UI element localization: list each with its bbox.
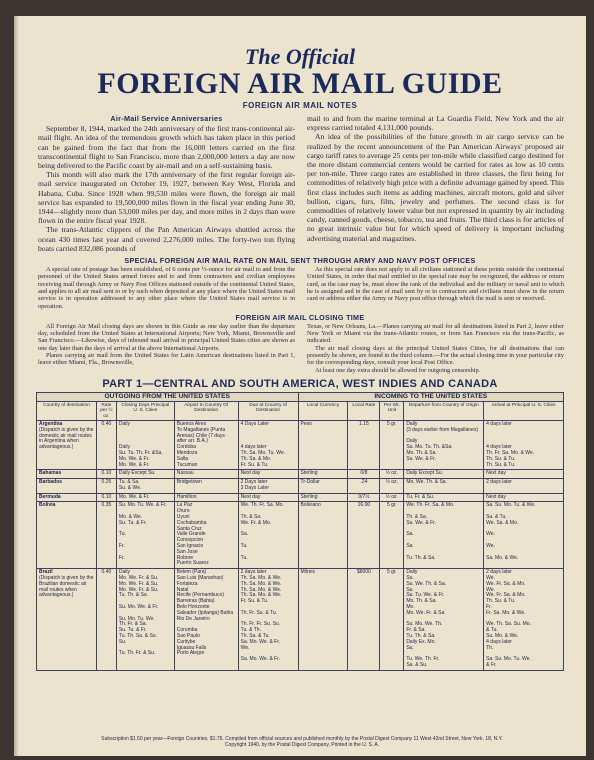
table-row xyxy=(37,470,564,479)
country-name: Barbados xyxy=(39,479,63,486)
table-row xyxy=(37,479,564,494)
cell-country xyxy=(37,569,97,671)
cell-currency: Boliviano xyxy=(298,502,348,569)
cell-currency: Sterling xyxy=(298,470,348,479)
title-line-2: FOREIGN AIR MAIL GUIDE xyxy=(97,67,503,100)
column-header: Per Wt. Unit xyxy=(380,401,404,420)
cell-unit: ½ oz. xyxy=(380,479,404,494)
cell-currency: Sterling xyxy=(298,493,348,502)
country-note: (Dispatch is given by the domestic air mail routes in Argentina when advantageous.) xyxy=(39,426,94,451)
column-header: Local Rate xyxy=(348,401,380,420)
table-row xyxy=(37,569,564,671)
special-rate-paragraph: As this special rate does not apply to all civilians stationed at these points outside the continental United States, in order that mail entitled to the special rate may be recognized, the address or return card, as the case may be, must show the rank of the individual and the military or naval unit to which he is assigned and in the case of mail sent by or to contractors and civilians must show in the return card or address either the Army or Navy post office through which the mail is sent or received. xyxy=(307,266,564,303)
special-rate-right xyxy=(307,266,564,310)
cell-closing: Daily Mo. We. Fr. & Su. Mo. We. Fr. & Su. Mo. We. Fr. & Su. Tu. Th. & Sa. Su. Mo. We. & Fr. Su. Mo. Tu. We. Th. Fr. & Sa. Su. Tu. & Fr. Tu. Th. Sa. & Su. Su. Tu. Th. Fr. & Su. xyxy=(116,569,174,671)
cell-airport: Bridgetown xyxy=(174,479,238,494)
country-name: Bahamas xyxy=(39,470,62,477)
cell-rate: 0.40 xyxy=(96,420,116,469)
table-row xyxy=(37,502,564,569)
column-header: Local Currency xyxy=(298,401,348,420)
cell-departure: Daily Except Su. xyxy=(404,470,484,479)
anniversaries-left-column xyxy=(38,114,295,253)
cell-airport: La Paz Oruro Uyuni Cochabamba Santa Cruz Valle Grande Concepcion San Ignacio San Jose Robore Puerto Suarez xyxy=(174,502,238,569)
country-name: Bolivia xyxy=(39,502,56,509)
cell-arrival: Next day xyxy=(484,470,564,479)
column-header: Country of destination xyxy=(37,401,97,420)
cell-closing: Daily Except Su. xyxy=(116,470,174,479)
cell-closing: Daily Daily Su. Tu. Th. Fr. &Sa. Mo. We. & Fr. Mo. We. & Fr. xyxy=(116,420,174,469)
column-header: Due at Country of Destination xyxy=(238,401,298,420)
closing-time-left xyxy=(38,323,295,374)
cell-unit: 5 gr. xyxy=(380,420,404,469)
cell-arrival: 2 days later We. We. Fr. Sa. & Mo. We. We. Fr. Sa. & Mo. Th. Su. & Tu. Fr. Fr. Sa. Mo. & We. We. Th. Sa. Su. Mo. & Tu. Su. Mo. & We. 4 days later Th. Sa. Su. Mo. Tu. We. & Fr. xyxy=(484,569,564,671)
subtitle: FOREIGN AIR MAIL NOTES xyxy=(242,101,358,110)
cell-departure: We. Th. Fr. Sa. & Mo. Th. & Sa. Su. We. & Fr. Sa. Sa. Tu. Th. & Sa. xyxy=(404,502,484,569)
column-header: Rate per ½ oz. xyxy=(96,401,116,420)
cell-arrival: 4 days later 4 days later Th. Fr. Sa. Mo. & We. Th. Su. & Tu. Th. Su. & Tu. xyxy=(484,420,564,469)
special-rate-left xyxy=(38,266,295,310)
cell-country xyxy=(37,502,97,569)
cell-departure: Mo. We. Th. & Sa. xyxy=(404,479,484,494)
cell-local-rate: .24 xyxy=(348,479,380,494)
cell-airport: Belem (Para) Sao Luis (Maranhao) Fortaleza Natal Recife (Pernambuco) Barreiras (Bahia) Belo Horizonte Salvador (Ipitanga) Bahia Rio De Janeiro Corumba Sao Paulo Curitybe Iguassu Falls Porto Alegre xyxy=(174,569,238,671)
table-row xyxy=(37,493,564,502)
column-header: Arrival at Principal U. S. Cities xyxy=(484,401,564,420)
cell-departure: Daily (3 days earlier from Magallanes) Daily Su. Mo. Tu. Th. &Sa. Mo. Th. & Sa. Su. We. & Fr. xyxy=(404,420,484,469)
cell-unit: 5 gr. xyxy=(380,502,404,569)
footer-subscription: Subscription $1.50 per year—Foreign Countries, $1.75. Compiled from official sources and published monthly by the Postal Digest Company 11 West 42nd Street, New York, 18, N.Y. xyxy=(101,736,503,742)
column-header: Departure from Country of Origin xyxy=(404,401,484,420)
cell-local-rate: 1.15 xyxy=(348,420,380,469)
mail-schedule-table xyxy=(36,392,564,671)
cell-rate: 0.25 xyxy=(96,479,116,494)
cell-country xyxy=(37,493,97,502)
anniversaries-paragraph: The trans-Atlantic clippers of the Pan American Airways shuttled across the ocean 430 times last year and covered 2,276,000 miles. The forty-two ton flying boats carried 832,086 pounds of xyxy=(38,225,295,253)
cell-rate: 0.40 xyxy=(96,569,116,671)
cell-rate: 0.35 xyxy=(96,502,116,569)
cell-arrival: Sa. Su. Mo. Tu. & We. Su. & Tu. We. Sa. & Mo. We. We. Sa. Mo. & We. xyxy=(484,502,564,569)
cell-country xyxy=(37,479,97,494)
cell-airport: Nassau xyxy=(174,470,238,479)
guide-page xyxy=(14,16,586,756)
cell-due: 2 days later Th. Sa. Mo. & We. Th. Sa. Mo. & We. Th. Sa. Mo. & We. Th. Sa. Mo. & We. Fr. Su. & Tu. Th. Fr. Su. & Tu. Th. Fr. Fr. Su. Su. Tu. & Th. Th. Sa. & Tu. Sa. Mo. We. & Fr. We. Sa. Mo. We. & Fr. xyxy=(238,569,298,671)
cell-airport: Buenos Aires To Magallanes (Punta Arenas) Chile (7 days after arr. B.A.) Cordoba Mendoza Salta Tucuman xyxy=(174,420,238,469)
incoming-group-header: INCOMING TO THE UNITED STATES xyxy=(298,392,563,401)
closing-time-paragraph: At least one day extra should be allowed for outgoing censorship. xyxy=(315,366,481,374)
outgoing-group-header: OUTGOING FROM THE UNITED STATES xyxy=(37,392,299,401)
country-name: Bermuda xyxy=(39,493,61,500)
special-rate-heading: SPECIAL FOREIGN AIR MAIL RATE ON MAIL SENT THROUGH ARMY AND NAVY POST OFFICES xyxy=(124,256,476,266)
cell-closing: Mo. We. & Fr. xyxy=(116,493,174,502)
cell-rate: 0.10 xyxy=(96,493,116,502)
cell-local-rate: 16.00 xyxy=(348,502,380,569)
anniversaries-paragraph: This month will also mark the 17th anniversary of the first regular foreign air-mail service inaugurated on October 19, 1927, between Key West, Florida and Habana, Cuba. Since 1928 when 99,530 miles were flown, the foreign air mail service has expanded to 19,500,000 miles flown in the fiscal year ending June 30, 1944—slightly more than 53,000 miles per day, and more miles in 2 days than were flown in the entire fiscal year 1928. xyxy=(38,170,295,226)
cell-due: Next day xyxy=(238,470,298,479)
cell-local-rate: 0/7½ xyxy=(348,493,380,502)
cell-arrival: 2 days later xyxy=(484,479,564,494)
cell-closing: Tu. & Sa. Su. & We. xyxy=(116,479,174,494)
cell-closing: Su. Mo. Tu. We. & Fr. Mo. & We. Su. Tu. & Fr. Tu. Fr. Fr. xyxy=(116,502,174,569)
cell-arrival: Next day xyxy=(484,493,564,502)
closing-time-paragraph: Planes carrying air mail from the United States for Latin American destinations listed in Part 1, leave either Miami, Fla., Brownsville, xyxy=(38,352,295,367)
cell-unit: ½ oz. xyxy=(380,493,404,502)
cell-rate: 0.10 xyxy=(96,470,116,479)
closing-time-paragraph: The air mail closing days at the principal United States Cities, for all destinations that can presently be shown, are found in the third column.—For the actual closing time in your particular city for the corresponding days, consult your local Post Office. xyxy=(307,344,564,367)
closing-time-heading: FOREIGN AIR MAIL CLOSING TIME xyxy=(235,312,365,322)
cell-currency: Peso xyxy=(298,420,348,469)
closing-time-right xyxy=(307,323,564,374)
cell-airport: Hamilton xyxy=(174,493,238,502)
closing-time-section xyxy=(14,323,586,374)
special-rate-section xyxy=(14,266,586,310)
anniversaries-paragraph: September 8, 1944, marked the 24th anniversary of the first trans-continental air-mail flight. An idea of the tremendous growth which has taken place in this period can be gained from the fact that from the 16,000 letters carried on the first transcontinental flight to San Francisco, more than 2,000,000 letters a day are now being delivered to the Pacific coast by air-mail and on a self-sustaining basis. xyxy=(38,124,295,171)
anniversaries-section xyxy=(14,114,586,253)
title-line-1: The Official xyxy=(244,44,356,69)
cell-due: 2 Days later 3 Days Later xyxy=(238,479,298,494)
anniversaries-heading: Air-Mail Service Anniversaries xyxy=(110,114,223,123)
column-header: Airport In Country Of Destination xyxy=(174,401,238,420)
part-title: PART 1—CENTRAL AND SOUTH AMERICA, WEST INDIES AND CANADA xyxy=(102,377,498,390)
anniversaries-paragraph: An idea of the possibilities of the future growth in air cargo service can be realized by the recent announcement of the Pan American Airways' proposed air cargo tariff rates to average 25 cents per ton-mile while classified cargo destined for the more distant commercial centers would be carried for rates as low as 10 cents per ton-mile. Three cargo rates are established in three classes, the first being for commodities of relatively high price with a definite advantage gained by speed. This first class includes such items as adding machines, aircraft motors, gold and silver bullion, cigars, furs, film, jewelry and perfumes. The second class is for commodities of relatively lower value but not expressed in quantity by air including candy, canned goods, cheese, tobacco, tea and fruits. The third class is for articles of no great intrinsic value but for which speed of delivery is important including advertising material and magazines. xyxy=(307,132,564,243)
cell-departure: Tu. Fr. & Su. xyxy=(404,493,484,502)
table-row xyxy=(37,420,564,469)
column-header: Closing Days Principal U. S. Cities xyxy=(116,401,174,420)
country-name: Argentina xyxy=(39,420,63,427)
cell-currency: Milreis xyxy=(298,569,348,671)
closing-time-paragraph: All Foreign Air Mail closing days are shown in this Guide as one day earlier than the departure day, scheduled from the United States at International Airports; New York, Miami, Brownsville and San Francisco.—Likewise, days of inbound mail arrival in principal United States cities are shown as one day later than the days of arrival at the above International Airports. xyxy=(38,322,295,352)
cell-country xyxy=(37,420,97,469)
column-header-row xyxy=(37,401,564,420)
anniversaries-paragraph: mail to and from the marine terminal at La Guardia Field, New York and the air express carried totaled 4,131,000 pounds. xyxy=(307,114,564,133)
special-rate-paragraph: A special rate of postage has been established, of 6 cents per ½-ounce for air mail to and from the personnel of the United States armed forces and to and from contractors and civilian employees receiving mail through Army or Navy Post Offices stationed outside of the continental United States, and applies to all air mail sent to or by such when deposited at any place where the United States mail service is in operation addressed to any other place where the United States mail service is in operation. xyxy=(38,266,295,310)
cell-local-rate: $8000 xyxy=(348,569,380,671)
cell-due: Next day xyxy=(238,493,298,502)
closing-time-paragraph: Texas, or New Orleans, La.—Planes carrying air mail for all destinations listed in Part 2, leave either New York or Miami via the trans-Atlantic routes, or from San Francisco via the trans-Pacific, as indicated. xyxy=(307,322,564,345)
footer xyxy=(38,736,566,748)
country-name: Brazil xyxy=(39,569,53,576)
anniversaries-right-column xyxy=(307,114,564,253)
cell-due: We. Th. Fr. Sa. Mo. Th. & Sa. We. Fr. & Mo. Sa. Tu. Tu. xyxy=(238,502,298,569)
cell-currency: Tr-Dollar xyxy=(298,479,348,494)
cell-unit: ½ oz. xyxy=(380,470,404,479)
footer-copyright: Copyright 1940, by the Postal Digest Company, Printed in the U. S. A. xyxy=(224,742,380,748)
cell-unit: 5 gr. xyxy=(380,569,404,671)
cell-local-rate: 0/8 xyxy=(348,470,380,479)
cell-due: 4 Days Later 4 days later Th. Sa. Mo. Tu. We. Th. Sa. & Mo. Fr. Su. & Tu. xyxy=(238,420,298,469)
cell-departure: Daily Su. Su. We. Th. & Sa. Su. Su. Tu. We. & Fr. Mo. Th. & Sa. Mo. Mo. We. Fr. & Sa. Su. Mo. We. Th. Fr. & Sa. Tu. Th. & Sa. Daily Ex. Mo. Su. Tu. We. Th. Fr. Sa. & Su. xyxy=(404,569,484,671)
country-note: (Dispatch is given by the Brazilian domestic air mail routes when advantageous.) xyxy=(39,575,94,599)
cell-country xyxy=(37,470,97,479)
